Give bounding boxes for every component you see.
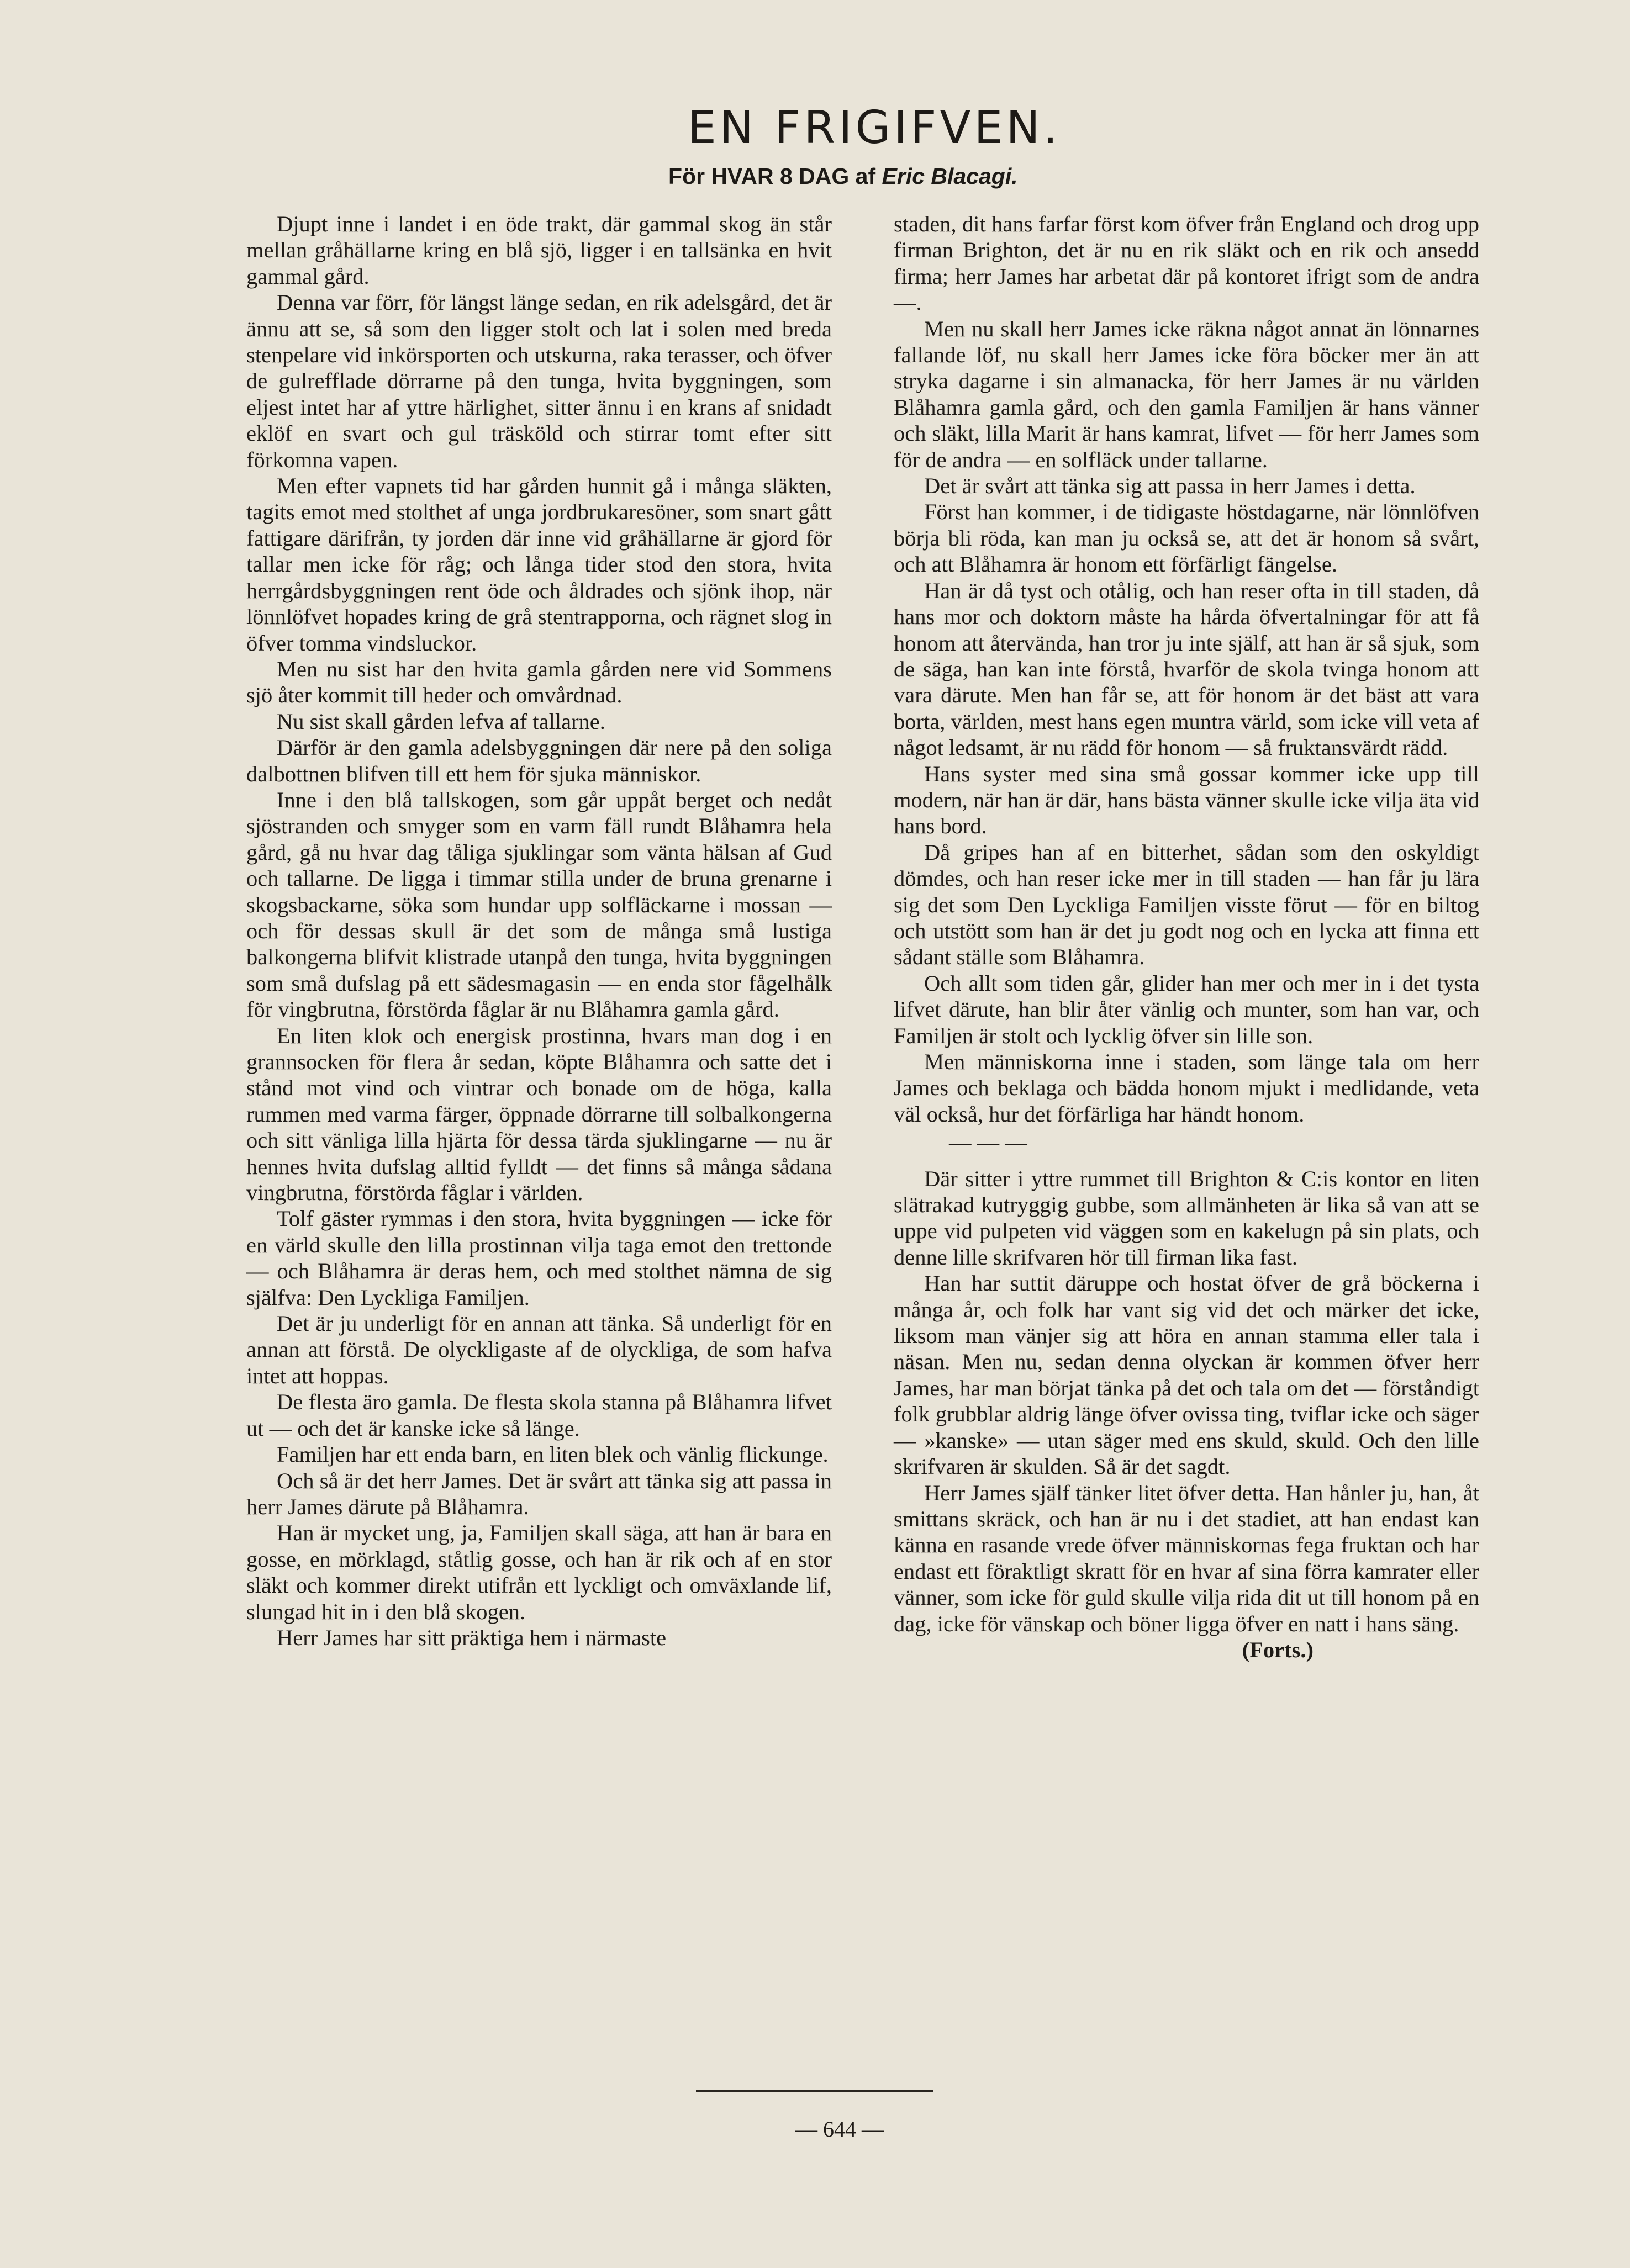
- paragraph: Då gripes han af en bitterhet, sådan som den oskyldigt dömdes, och han reser icke mer in till staden — han får ju lära sig det som Den Lyckliga Familjen visste förut — för en biltog och utstött som han är det ju godt nog och en lycka att finna ett sådant ställe som Blåhamra.: [894, 839, 1479, 970]
- paragraph: Men människorna inne i staden, som länge tala om herr James och beklaga och bädda honom mjukt i medlidande, veta väl också, hur det förfärliga har händt honom.: [894, 1049, 1479, 1127]
- paragraph: Han är mycket ung, ja, Familjen skall säga, att han är bara en gosse, en mörklagd, ståtlig gosse, och han är rik och af en stor släkt och kommer direkt utifrån ett lyckligt och omväxlande lif, slungad hit in i den blå skogen.: [246, 1520, 832, 1624]
- paragraph: Men efter vapnets tid har gården hunnit gå i många släkten, tagits emot med stolthet af unga jordbrukaresöner, som snart gått fattigare därifrån, ty jorden där inne vid gråhällarne är gjord för tallar men icke för råg; och långa tider stod den stora, hvita herrgårdsbyggningen rent öde och åldrades och sjönk ihop, när lönnlöfvet hopades kring de grå stentrapporna, och rägnet slog in öfver tomma vindsluckor.: [246, 473, 832, 655]
- paragraph: Tolf gäster rymmas i den stora, hvita byggningen — icke för en värld skulle den lilla prostinnan vilja taga emot den trettonde — och Blåhamra är deras hem, och med stolthet nämna de sig själfva: Den Lyckliga Familjen.: [246, 1206, 832, 1310]
- paragraph: Det är svårt att tänka sig att passa in herr James i detta.: [924, 473, 1416, 499]
- right-column: [894, 211, 1479, 1663]
- paragraph: En liten klok och energisk prostinna, hvars man dog i en grannsocken för flera år sedan, köpte Blåhamra och satte det i stånd mot vind och vintrar och bonade om de höga, kalla rummen med varma färger, öppnade dörrarne till solbalkongerna och sitt vänliga lilla hjärta för dessa tärda sjuklingarne — nu är hennes hvita dufslag alltid fylldt — det finns så många sådana vingbrutna, förstörda fåglar i världen.: [246, 1023, 832, 1206]
- section-separator: — — —: [949, 1130, 1027, 1155]
- paragraph: Först han kommer, i de tidigaste höstdagarne, när lönnlöfven börja bli röda, kan man ju också se, att det är honom så svårt, och att Blåhamra är honom ett förfärligt fängelse.: [894, 499, 1479, 577]
- byline-prefix: För HVAR 8 DAG af: [668, 163, 876, 189]
- paragraph: Nu sist skall gården lefva af tallarne.: [277, 709, 605, 734]
- paragraph: Familjen har ett enda barn, en liten blek och vänlig flickunge.: [277, 1442, 829, 1467]
- paragraph: De flesta äro gamla. De flesta skola stanna på Blåhamra lifvet ut — och det är kanske icke så länge.: [246, 1389, 832, 1441]
- paragraph: Men nu sist har den hvita gamla gården nere vid Sommens sjö åter kommit till heder och omvårdnad.: [246, 656, 832, 708]
- article-title: EN FRIGIFVEN.: [688, 102, 1061, 154]
- article-byline: [668, 163, 1018, 189]
- paragraph: Men nu skall herr James icke räkna något annat än lönnarnes fallande löf, nu skall herr James icke föra böcker mer än att stryka dagarne i sin almanacka, för herr James är nu världen Blåhamra gamla gård, och den gamla Familjen är hans vänner och släkt, lilla Marit är hans kamrat, lifvet — för herr James som för de andra — en solfläck under tallarne.: [894, 316, 1479, 472]
- paragraph: Djupt inne i landet i en öde trakt, där gammal skog än står mellan gråhällarne kring en blå sjö, ligger i en tallsänka en hvit gammal gård.: [246, 212, 832, 289]
- paragraph: Denna var förr, för längst länge sedan, en rik adelsgård, det är ännu att se, så som den ligger stolt och lat i solen med breda stenpelare vid inkörsporten och utskurna, raka terasser, och öfver de gulrefflade dörrarne på den tunga, hvita byggningen, som eljest intet har af yttre härlighet, sitter ännu i en krans af snidadt eklöf en svart och gul träsköld och stirrar tomt efter sitt förkomna vapen.: [246, 290, 832, 472]
- continued-note: (Forts.): [1242, 1637, 1314, 1662]
- paragraph: Han är då tyst och otålig, och han reser ofta in till staden, då hans mor och doktorn måste ha hårda öfvertalningar för att få honom att återvända, han tror ju inte själf, att han är så sjuk, som de säga, han kan inte förstå, hvarför de skola tvinga honom att vara därute. Men han får se, att för honom är det bäst att vara borta, världen, mest hans egen muntra värld, som icke vill veta af något ledsamt, är nu rädd för honom — så fruktansvärdt rädd.: [894, 578, 1479, 760]
- paragraph: Och allt som tiden går, glider han mer och mer in i det tysta lifvet därute, han blir åter vänlig och munter, som han var, och Familjen är stolt och lycklig öfver sin lille son.: [894, 970, 1479, 1048]
- paragraph: Han har suttit däruppe och hostat öfver de grå böckerna i många år, och folk har vant sig vid det och märker det icke, liksom man vänjer sig att höra en annan stamma eller tala i näsan. Men nu, sedan denna olyckan är kommen öfver herr James, har man börjat tänka på det och tala om det — förståndigt folk grubblar aldrig länge öfver ovissa ting, tviflar icke och säger — »kanske» — utan säger med ens skuld, skuld. Och den lille skrifvaren är skulden. Så är det sagdt.: [894, 1271, 1479, 1479]
- paragraph: Herr James själf tänker litet öfver detta. Han hånler ju, han, åt smittans skräck, och han är nu i det stadiet, att han endast kan känna en rasande vrede öfver människornas fega fruktan och har endast ett föraktligt skratt för en hvar af sina förra kamrater eller vänner, som icke för guld skulle vilja rida dit ut till honom på en dag, icke för vänskap och böner ligga öfver en natt i hans säng.: [894, 1480, 1479, 1636]
- paragraph: Hans syster med sina små gossar kommer icke upp till modern, när han är där, hans bästa vänner skulle icke vilja äta vid hans bord.: [894, 761, 1479, 839]
- left-column: [246, 211, 832, 1651]
- paragraph: Herr James har sitt präktiga hem i närmaste: [277, 1625, 667, 1650]
- paragraph: Det är ju underligt för en annan att tänka. Så underligt för en annan att förstå. De olyckligaste af de olyckliga, de som hafva intet att hoppas.: [246, 1311, 832, 1388]
- paragraph: Inne i den blå tallskogen, som går uppåt berget och nedåt sjöstranden och smyger som en varm fäll rundt Blåhamra hela gård, gå nu hvar dag tåliga sjuklingar som vänta hälsan af Gud och tallarne. De ligga i timmar stilla under de bruna grenarne i skogsbackarne, söka som hundar upp solfläckarne i mossan — och för dessas skull är det som de många små lustiga balkongerna blifvit klistrade utanpå den tunga, hvita byggningen som små dufslag på ett sädesmagasin — en enda stor fågelhålk för vingbrutna, förstörda fåglar är nu Blåhamra gamla gård.: [246, 787, 832, 1022]
- footer-rule: [696, 2090, 933, 2092]
- page-number: — 644 —: [795, 2117, 884, 2142]
- paragraph: Där sitter i yttre rummet till Brighton & C:is kontor en liten slätrakad kutryggig gubbe, som allmänheten är lika så van att se uppe vid pulpeten vid väggen som en kakelugn på sin plats, och denne lille skrifvaren hör till firman lika fast.: [894, 1166, 1479, 1270]
- paragraph: staden, dit hans farfar först kom öfver från England och drog upp firman Brighton, det är nu en rik släkt och en rik och ansedd firma; herr James har arbetat där på kontoret ifrigt som de andra —.: [894, 212, 1479, 315]
- paragraph: Därför är den gamla adelsbyggningen där nere på den soliga dalbottnen blifven till ett hem för sjuka människor.: [246, 735, 832, 786]
- paragraph: Och så är det herr James. Det är svårt att tänka sig att passa in herr James därute på Blåhamra.: [246, 1468, 832, 1519]
- byline-author: Eric Blacagi.: [882, 163, 1018, 189]
